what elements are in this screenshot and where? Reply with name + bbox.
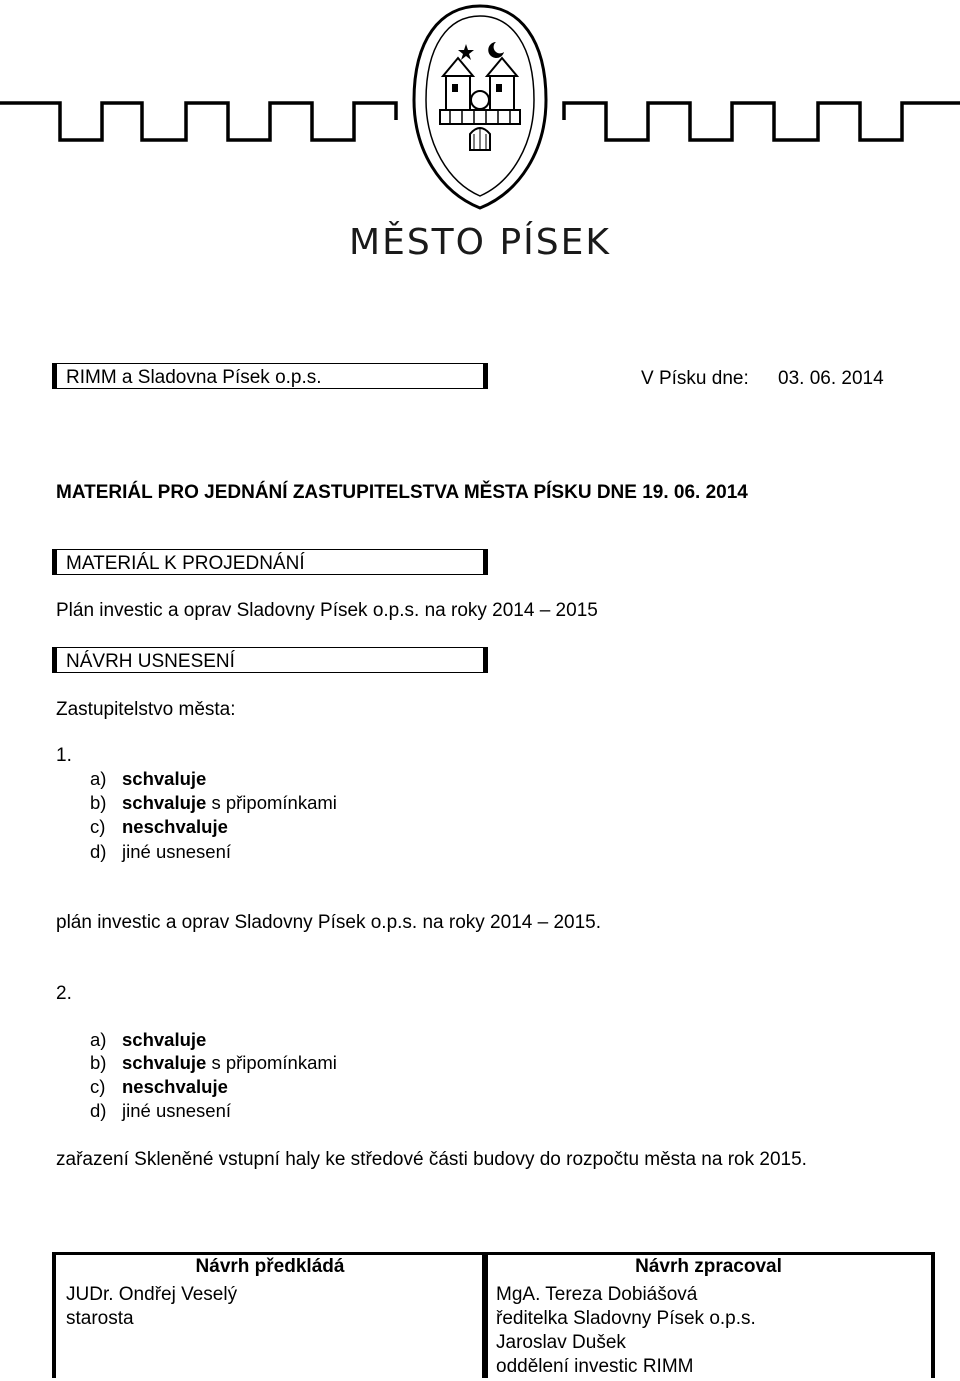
author-role: ředitelka Sladovny Písek o.p.s. xyxy=(496,1308,756,1329)
signature-table xyxy=(52,1252,935,1378)
author-name-2: Jaroslav Dušek xyxy=(496,1332,626,1353)
proposer-cell xyxy=(52,1255,488,1378)
header-info-box xyxy=(52,363,488,389)
resolution-box-label: NÁVRH USNESENÍ xyxy=(66,651,235,672)
section-number: 2. xyxy=(56,983,72,1004)
date-value: 03. 06. 2014 xyxy=(778,368,884,389)
document-title: MATERIÁL PRO JEDNÁNÍ ZASTUPITELSTVA MĚSTA PÍSKU DNE 19. 06. 2014 xyxy=(56,482,748,503)
section-number: 1. xyxy=(56,745,72,766)
date-label: V Písku dne: xyxy=(641,368,749,389)
option-a: a) schvaluje xyxy=(90,768,207,789)
author-cell xyxy=(482,1255,935,1378)
proposer-heading: Návrh předkládá xyxy=(195,1256,345,1277)
proposer-role: starosta xyxy=(66,1308,134,1329)
option-d: d) jiné usnesení xyxy=(90,841,232,862)
city-coat-of-arms-icon xyxy=(414,6,546,208)
material-box-label: MATERIÁL K PROJEDNÁNÍ xyxy=(66,553,305,574)
option-b: b) schvaluje s připomínkami xyxy=(90,1052,337,1073)
city-name: MĚSTO PÍSEK xyxy=(349,222,611,263)
author-name: MgA. Tereza Dobiášová xyxy=(496,1284,698,1305)
option-d: d) jiné usnesení xyxy=(90,1100,232,1121)
option-b: b) schvaluje s připomínkami xyxy=(90,792,337,813)
option-c: c) neschvaluje xyxy=(90,816,228,837)
proposer-name: JUDr. Ondřej Veselý xyxy=(66,1284,238,1305)
author-role-2: oddělení investic RIMM xyxy=(496,1356,694,1377)
resolution-box xyxy=(52,647,488,673)
option-c: c) neschvaluje xyxy=(90,1076,228,1097)
section-subject: zařazení Skleněné vstupní haly ke středové části budovy do rozpočtu města na rok 2015. xyxy=(56,1149,807,1170)
option-a: a) schvaluje xyxy=(90,1029,207,1050)
material-box xyxy=(52,549,488,575)
section-subject: plán investic a oprav Sladovny Písek o.p.s. na roky 2014 – 2015. xyxy=(56,912,601,933)
author-heading: Návrh zpracoval xyxy=(635,1256,782,1277)
council-label: Zastupitelstvo města: xyxy=(56,699,236,720)
organization-name: RIMM a Sladovna Písek o.p.s. xyxy=(66,367,322,388)
material-text: Plán investic a oprav Sladovny Písek o.p.s. na roky 2014 – 2015 xyxy=(56,600,598,621)
